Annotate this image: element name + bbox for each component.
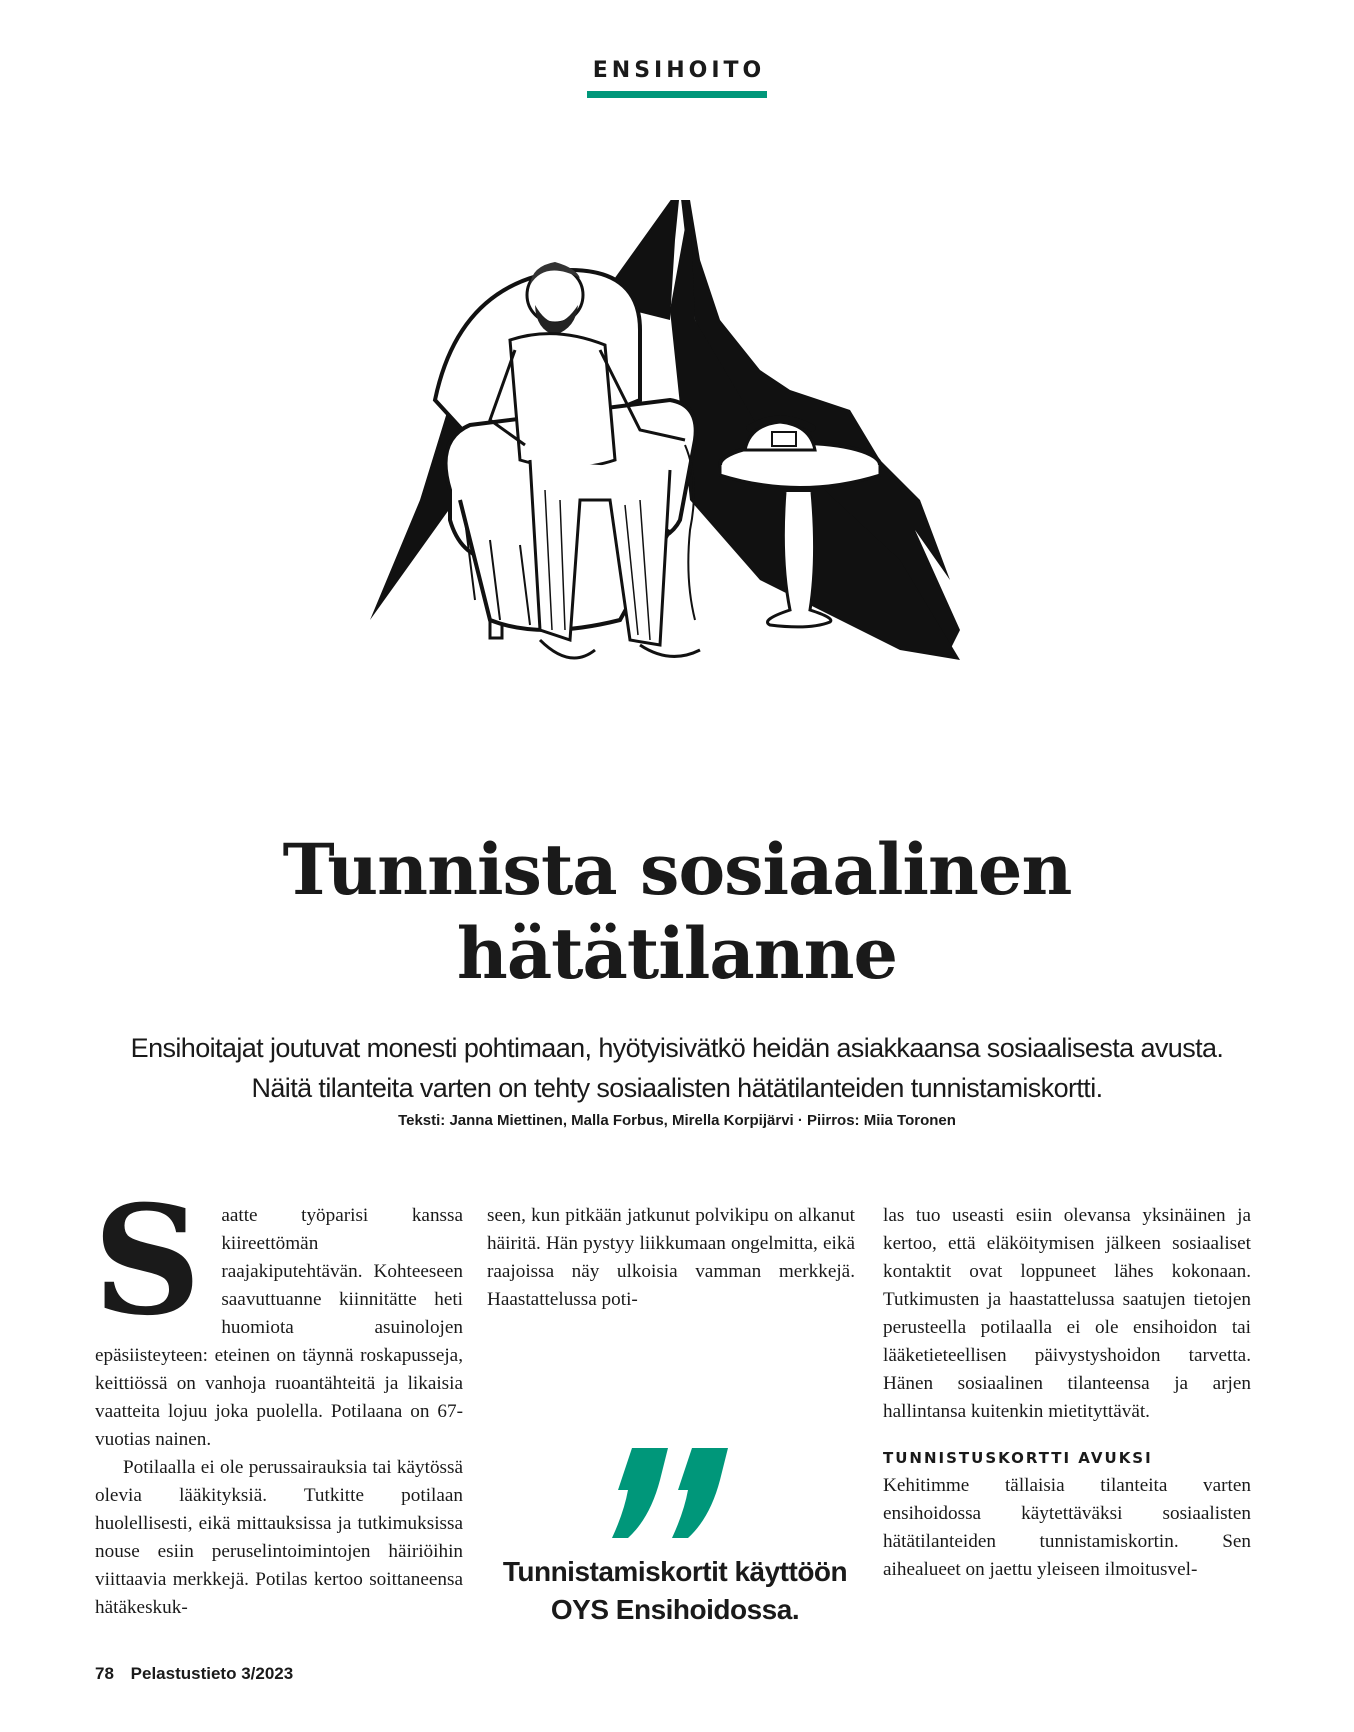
article-title (0, 828, 1354, 996)
drop-cap: S (93, 1173, 202, 1349)
paragraph: Potilaalla ei ole perussairauksia tai käytössä olevia lääkityksiä. Tutkitte potilaan huolellisesti, eikä mittauksissa ja tutkimuksissa nouse esiin peruselintoimintojen häiriöihin viittaavia merkkejä. Potilas kertoo soittaneensa hätäkeskuk- (95, 1457, 463, 1618)
section-header (0, 58, 1354, 98)
article-credits: Teksti: Janna Miettinen, Malla Forbus, Mirella Korpijärvi · Piirros: Miia Toronen (398, 1112, 956, 1129)
paragraph: seen, kun pitkään jatkunut polvikipu on alkanut häiritä. Hän pystyy liikkumaan ongelmitta, eikä raajoissa näy ulkoisia vamman merkkejä. Haastattelussa poti- (487, 1205, 855, 1310)
title-line-2: hätätilanne (456, 912, 898, 995)
page-footer (95, 1664, 293, 1684)
paragraph: Kehitimme tällaisia tilanteita varten ensihoidossa käytettäväksi sosiaalisten hätätilanteiden tunnistamiskortin. Sen aihealueet on jaettu yleiseen ilmoitusvel- (883, 1475, 1251, 1580)
pull-quote-line-1: Tunnistamiskortit käyttöön (502, 1556, 848, 1587)
body-column-2 (487, 1202, 855, 1314)
lead-line-1: Ensihoitajat joutuvat monesti pohtimaan, hyötyisivätkö heidän asiakkaansa sosiaalisesta avusta. (130, 1033, 1224, 1063)
section-label: ENSIHOITO (587, 58, 767, 98)
pull-quote-line-2: OYS Ensihoidossa. (550, 1594, 800, 1625)
page-number: 78 (95, 1664, 114, 1683)
article-lead (0, 1028, 1354, 1108)
publication-name: Pelastustieto 3/2023 (130, 1664, 294, 1683)
paragraph: aatte työparisi kanssa kiireettömän raajakiputehtävän. Kohteeseen saavuttuanne kiinnitätte heti huomiota asuinolojen epäsiisteyteen: eteinen on täynnä roskapusseja, keittiössä on vanhoja ruoantähteitä ja likaisia vaatteita lojuu joka puolella. Potilaana on 67-vuotias nainen. (95, 1205, 463, 1450)
title-line-1: Tunnista sosiaalinen (282, 828, 1072, 911)
body-column-3 (883, 1202, 1251, 1584)
paragraph: las tuo useasti esiin olevansa yksinäinen ja kertoo, että eläköitymisen jälkeen sosiaaliset kontaktit ovat loppuneet lähes kokonaan. Tutkimusten ja haastattelussa saatujen tietojen perusteella potilaalla ei ole ensihoidon tai lääketieteellisen päivystyshoidon tarvetta. Hänen sosiaalinen tilanteensa ja arjen hallintansa kuitenkin mietityttävät. (883, 1205, 1251, 1422)
body-column-1 (93, 1173, 463, 1622)
pull-quote (470, 1553, 880, 1629)
lead-line-2: Näitä tilanteita varten on tehty sosiaalisten hätätilanteiden tunnistamiskortti. (251, 1073, 1103, 1103)
armchair-man-illustration (340, 200, 1040, 760)
subheading: TUNNISTUSKORTTI AVUKSI (883, 1449, 1153, 1467)
quote-mark-icon (610, 1448, 740, 1538)
